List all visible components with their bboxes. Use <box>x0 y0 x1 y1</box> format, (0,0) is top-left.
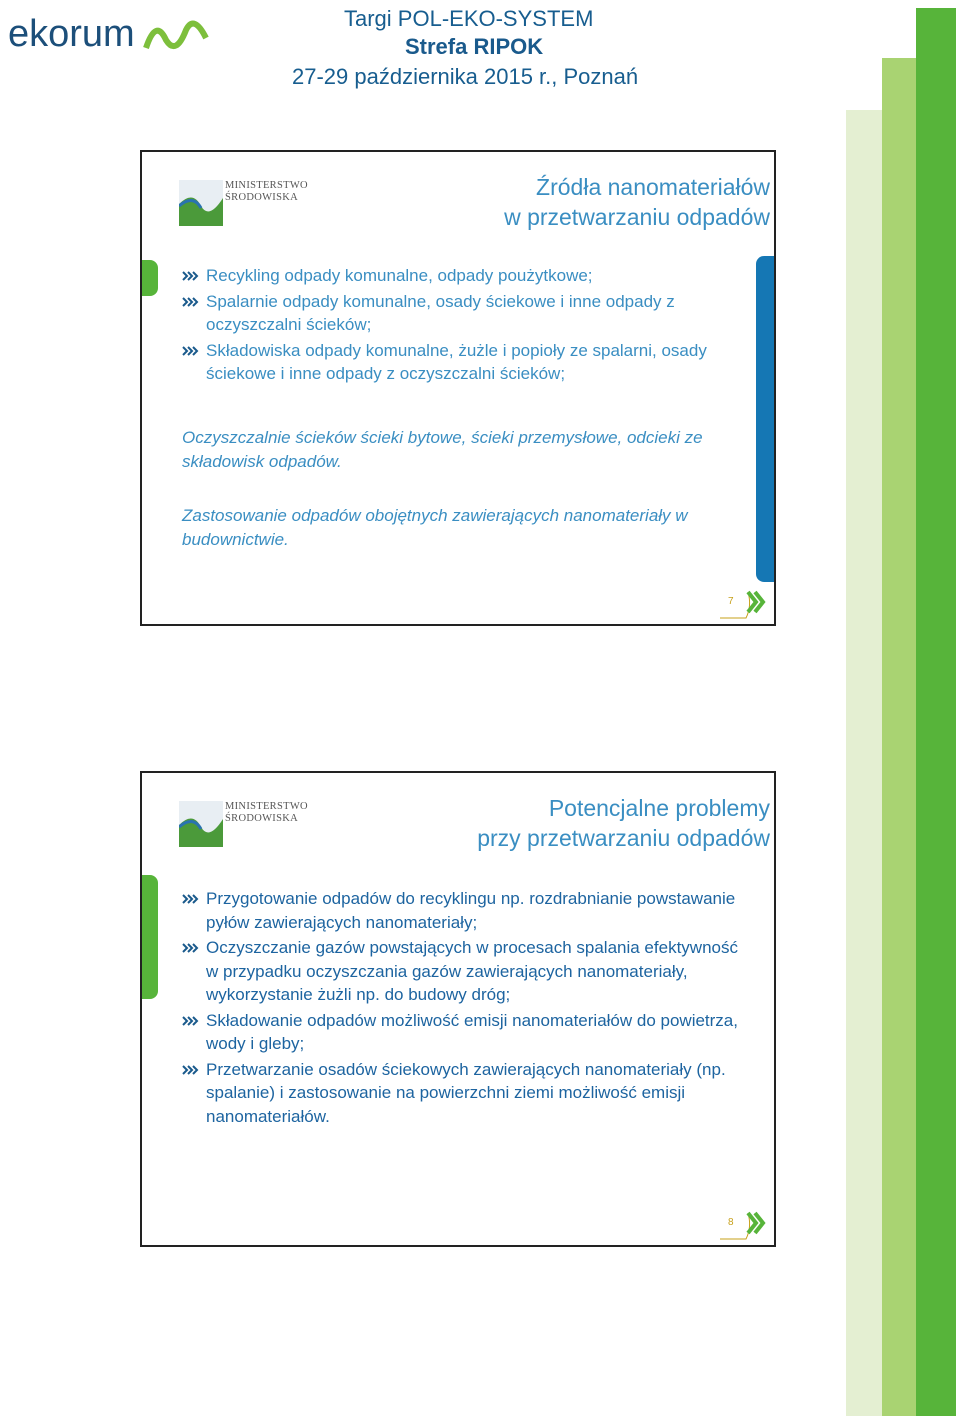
header-event-name: Targi POL-EKO-SYSTEM <box>344 6 594 31</box>
header-zone: Strefa RIPOK <box>405 34 544 59</box>
slide-8 <box>140 771 776 1247</box>
arrow-bullet-icon <box>182 942 200 954</box>
list-item-text: Spalarnie odpady komunalne, osady ściekowe i inne odpady z oczyszczalni ścieków; <box>206 291 675 334</box>
ministry-logo-line1: MINISTERSTWO <box>225 180 308 191</box>
arrow-bullet-icon <box>182 1015 200 1027</box>
list-item <box>182 339 742 386</box>
ministry-logo <box>179 180 309 228</box>
page-number-badge <box>718 1209 770 1243</box>
bullet-list <box>182 264 742 388</box>
ekorum-logo <box>6 8 210 60</box>
slide-title-line1: Potencjalne problemy <box>548 795 770 821</box>
slide-title-line1: Źródła nanomateriałów <box>536 174 770 200</box>
page-swoosh-icon <box>718 588 770 622</box>
list-item <box>182 887 742 934</box>
arrow-bullet-icon <box>182 296 200 308</box>
page-number: 7 <box>728 596 734 607</box>
ministry-logo-line2: ŚRODOWISKA <box>225 813 299 824</box>
page-swoosh-icon <box>718 1209 770 1243</box>
header-date-location: 27-29 października 2015 r., Poznań <box>292 64 639 89</box>
pale-green-stripe <box>846 110 884 1416</box>
arrow-bullet-icon <box>182 893 200 905</box>
list-item <box>182 1009 742 1056</box>
paragraph-wastewater: Oczyszczalnie ścieków ścieki bytowe, ścieki przemysłowe, odcieki ze składowisk odpadów. <box>182 428 703 471</box>
slide-title-line2: przy przetwarzaniu odpadów <box>477 825 770 851</box>
bullet-list <box>182 887 742 1130</box>
slide-title <box>504 172 770 232</box>
slide-7 <box>140 150 776 626</box>
ministry-emblem-icon <box>179 801 223 847</box>
light-green-stripe <box>882 58 918 1416</box>
list-item <box>182 936 742 1007</box>
page-number-badge <box>718 588 770 622</box>
green-stripe <box>916 8 956 1416</box>
list-item-text: Przetwarzanie osadów ściekowych zawierających nanomateriały (np. spalanie) i zastosowanie na powierzchni ziemi możliwość emisji nanomateriałów. <box>206 1059 726 1126</box>
list-item <box>182 290 742 337</box>
list-item-text: Składowanie odpadów możliwość emisji nanomateriałów do powietrza, wody i gleby; <box>206 1010 738 1053</box>
ministry-emblem-icon <box>179 180 223 226</box>
ministry-logo <box>179 801 309 849</box>
arrow-bullet-icon <box>182 270 200 282</box>
list-item <box>182 264 742 288</box>
list-item-text: Oczyszczanie gazów powstających w procesach spalania efektywność w przypadku oczyszczania gazów zawierających nanomateriały, wykorzystanie żużli np. do budowy dróg; <box>206 938 738 1004</box>
ministry-logo-line1: MINISTERSTWO <box>225 801 308 812</box>
green-side-tab <box>140 260 158 296</box>
ministry-logo-line2: ŚRODOWISKA <box>225 192 299 203</box>
list-item-text: Przygotowanie odpadów do recyklingu np. rozdrabnianie powstawanie pyłów zawierających nanomateriały; <box>206 889 736 932</box>
list-item <box>182 1058 742 1129</box>
arrow-bullet-icon <box>182 345 200 357</box>
slide-title-line2: w przetwarzaniu odpadów <box>504 204 770 230</box>
list-item-text: Składowiska odpady komunalne, żużle i popioły ze spalarni, osady ściekowe i inne odpady z oczyszczalni ścieków; <box>206 340 707 383</box>
slide-title <box>477 793 770 853</box>
paragraph-construction: Zastosowanie odpadów obojętnych zawierających nanomateriały w budownictwie. <box>182 506 688 549</box>
list-item-text: Recykling odpady komunalne, odpady poużytkowe; <box>206 266 593 285</box>
ekorum-logo-text: ekorum <box>8 13 135 55</box>
page-number: 8 <box>728 1217 734 1228</box>
arrow-bullet-icon <box>182 1064 200 1076</box>
green-side-tab <box>140 875 158 999</box>
